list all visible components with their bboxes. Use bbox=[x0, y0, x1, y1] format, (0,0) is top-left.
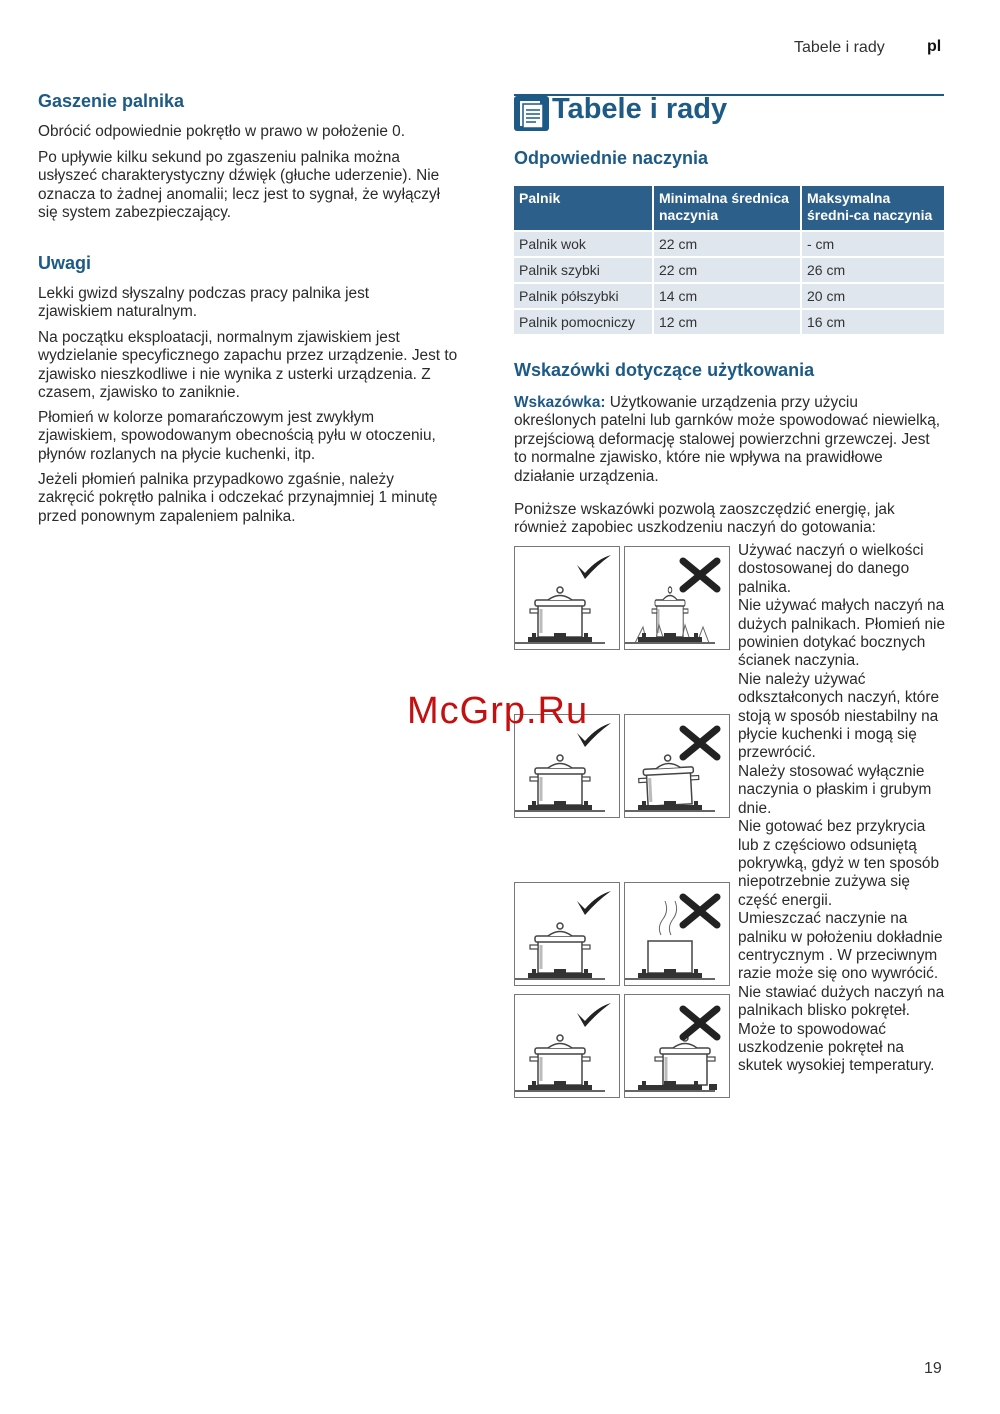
watermark: McGrp.Ru bbox=[407, 690, 589, 732]
illustration-centered-pot bbox=[514, 994, 620, 1098]
paragraph-gaszenie-1: Obrócić odpowiednie pokrętło w prawo w położenie 0. bbox=[38, 123, 406, 140]
table-row bbox=[514, 283, 944, 309]
table-cell: - cm bbox=[801, 231, 944, 257]
book-icon bbox=[514, 96, 549, 131]
hint-text: Użytkowanie urządzenia przy użyciu określonych patelni lub garnków może spowodować niewielką, przejściową deformację stalowej powierzchni grzewczej. Jest to normalne zjawisko, które nie wpływa na prawidłowe działanie urządzenia. bbox=[514, 394, 941, 485]
tip-item: Nie używać małych naczyń na dużych palnikach. Płomień nie powinien dotykać bocznych ścianek naczynia. bbox=[738, 597, 946, 670]
column-header: Maksymalna średni-ca naczynia bbox=[801, 186, 944, 231]
hint-label: Wskazówka: bbox=[514, 394, 606, 411]
page-number: 19 bbox=[924, 1360, 942, 1377]
burner-table bbox=[514, 186, 944, 334]
heading-uwagi: Uwagi bbox=[38, 253, 92, 273]
table-cell: Palnik pomocniczy bbox=[514, 309, 653, 334]
column-header: Palnik bbox=[514, 186, 653, 231]
table-cell: 20 cm bbox=[801, 283, 944, 309]
language-code: pl bbox=[927, 38, 942, 55]
illustration-uncovered-pot bbox=[624, 882, 730, 986]
tip-item: Używać naczyń o wielkości dostosowanej do danego palnika. bbox=[738, 542, 924, 596]
illustration-covered-pot bbox=[514, 882, 620, 986]
heading-naczynia: Odpowiednie naczynia bbox=[514, 148, 709, 168]
page-title: Tabele i rady bbox=[552, 93, 728, 125]
tip-item: Nie gotować bez przykrycia lub z częściowo odsuniętą pokrywką, gdyż w ten sposób niepotrzebnie zużywa się część energii. bbox=[738, 818, 940, 909]
paragraph-uwagi-4: Jeżeli płomień palnika przypadkowo zgaśnie, należy zakręcić pokrętło palnika i odczekać przynajmniej 1 minutę przed ponownym zapaleniem palnika. bbox=[38, 471, 438, 525]
paragraph-uwagi-2: Na początku eksploatacji, normalnym zjawiskiem jest wydzielanie specyficznego zapachu przez urządzenie. Jest to zjawisko nieszkodliwe i nie wynika z usterki urządzenia. Z czasem, zjawisko to zaniknie. bbox=[38, 329, 458, 402]
tips-list bbox=[738, 542, 948, 1076]
tip-item: Umieszczać naczynie na palniku w położeniu dokładnie centrycznym . W przeciwnym razie może się ono wywrócić. bbox=[738, 910, 943, 983]
paragraph-uwagi-3: Płomień w kolorze pomarańczowym jest zwykłym zjawiskiem, spowodowanym obecnością pyłu w otoczeniu, płynów rozlanych na płycie kuchenki, itp. bbox=[38, 409, 436, 463]
heading-wskazowki: Wskazówki dotyczące użytkowania bbox=[514, 360, 815, 380]
table-row bbox=[514, 309, 944, 334]
paragraph-uwagi-1: Lekki gwizd słyszalny podczas pracy palnika jest zjawiskiem naturalnym. bbox=[38, 285, 370, 321]
table-cell: 16 cm bbox=[801, 309, 944, 334]
table-cell: 14 cm bbox=[653, 283, 801, 309]
tip-item: Należy stosować wyłącznie naczynia o płaskim i grubym dnie. bbox=[738, 762, 932, 817]
illustration-off-center-pot bbox=[624, 994, 730, 1098]
illustration-deformed-pot bbox=[624, 714, 730, 818]
table-row bbox=[514, 231, 944, 257]
table-cell: 22 cm bbox=[653, 231, 801, 257]
illustration-small-pot-big-burner bbox=[624, 546, 730, 650]
table-header-row bbox=[514, 186, 944, 231]
table-cell: 12 cm bbox=[653, 309, 801, 334]
tip-item: Nie stawiać dużych naczyń na palnikach blisko pokręteł. Może to spowodować uszkodzenie pokręteł na skutek wysokiej temperatury. bbox=[738, 983, 945, 1075]
table-row bbox=[514, 257, 944, 283]
table-cell: Palnik półszybki bbox=[514, 283, 653, 309]
hint-paragraph bbox=[514, 394, 944, 486]
tips-intro: Poniższe wskazówki pozwolą zaoszczędzić energię, jak również zapobiec uszkodzeniu naczyń do gotowania: bbox=[514, 501, 895, 537]
paragraph-gaszenie-2: Po upływie kilku sekund po zgaszeniu palnika można usłyszeć charakterystyczny dźwięk (głuche uderzenie). Nie oznacza to żadnej anomalii; lecz jest to sygnał, że wyłączył się system zabezpieczający. bbox=[38, 149, 441, 222]
table-cell: 22 cm bbox=[653, 257, 801, 283]
tip-item: Nie należy używać odkształconych naczyń, które stoją w sposób niestabilny na płycie kuchenki i mogą się przewrócić. bbox=[738, 670, 940, 762]
running-header-title: Tabele i rady bbox=[794, 39, 885, 56]
illustration-correct-size-pot bbox=[514, 546, 620, 650]
table-cell: 26 cm bbox=[801, 257, 944, 283]
table-cell: Palnik wok bbox=[514, 231, 653, 257]
column-header: Minimalna średnica naczynia bbox=[653, 186, 801, 231]
table-cell: Palnik szybki bbox=[514, 257, 653, 283]
heading-gaszenie: Gaszenie palnika bbox=[38, 91, 185, 111]
